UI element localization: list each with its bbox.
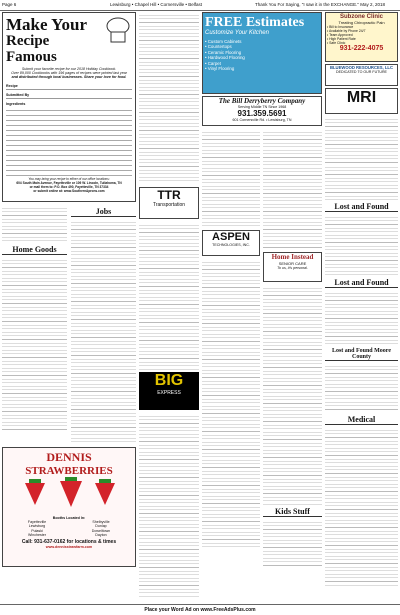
location-item: Dowelltown (91, 528, 111, 533)
classified-text-block (139, 12, 199, 184)
bluewood-ad (325, 64, 398, 86)
home-sub: SENIOR CARE (278, 261, 307, 266)
classified-text-block (325, 290, 398, 346)
free-estimates-ad (202, 12, 322, 94)
subzone-bullet: • Team Approved (327, 33, 353, 37)
dennis-title-1: DENNIS (46, 450, 92, 464)
location-item: Dunlap (95, 524, 107, 529)
free-sub: Customize Your Kitchen (205, 30, 269, 36)
mri-label: MRI (346, 89, 377, 106)
recipe-sub-2: Over 89,000 Cookbooks with 196 pages of recipes were printed last year (11, 71, 127, 76)
bluewood-tag: DEDICATED TO OUR FUTURE (336, 70, 387, 74)
classified-text-block (325, 116, 398, 164)
classified-text-block (202, 129, 260, 227)
free-item: • Countertops (205, 44, 232, 50)
free-items-list (205, 39, 319, 71)
recipe-footer-4: or submit online at: www.SouthernAprons.com (33, 188, 105, 193)
bill-phone: 931.359.5691 (237, 109, 287, 118)
chef-hat-icon (104, 16, 132, 48)
bill-since: Serving Middle TN Since 1968 (237, 105, 287, 109)
classified-text-block (263, 285, 322, 505)
recipe-footer-3: or mail them to: P.O. Box 490, Fayetteville, TN 37334 (29, 184, 109, 189)
aspen-sub: TECHNOLOGIES, INC. (212, 243, 250, 247)
subzone-line1: Subzone Clinic (339, 14, 383, 20)
dennis-title-2: STRAWBERRIES (25, 465, 113, 477)
section-jobs: Jobs (71, 207, 136, 217)
subzone-clinic-ad (325, 12, 398, 62)
classified-text-block (325, 363, 398, 413)
section-lost-found-2: Lost and Found (325, 278, 398, 288)
section-medical: Medical (325, 415, 398, 425)
mri-ad (325, 88, 398, 114)
classified-text-block (263, 129, 322, 249)
classified-text-block (325, 427, 398, 587)
ttr-sub: Transportation (152, 202, 186, 208)
home-instead-ad (263, 252, 322, 282)
location-item: Winchester (28, 532, 46, 537)
column-1 (2, 12, 136, 602)
ttr-name: TTR (157, 188, 181, 202)
subzone-phone: 931-222-4075 (339, 45, 384, 52)
subzone-bullet: • High Patient Rate (327, 37, 356, 41)
classified-text-block (139, 222, 199, 372)
ingredients-label: Ingredients (6, 102, 26, 107)
column-4 (325, 12, 398, 602)
recipe-sub-3: and distributed through local businesses. Share your love for food. (11, 75, 127, 80)
classified-col-3b (263, 129, 322, 569)
free-item: • Custom Cabinets (205, 39, 242, 44)
bluewood-name: BLUEWOOD RESOURCES, LLC (329, 65, 394, 70)
dennis-call: Call: 931-637-0162 for locations & times (21, 539, 117, 546)
location-item: Pulaski (31, 528, 43, 533)
strawberry-icon (5, 477, 133, 511)
submitted-by-label: Submitted By (6, 92, 30, 97)
recipe-sub-1: Submit your favorite recipe for our 2018 Holiday Cookbook. (21, 67, 117, 71)
free-item: • Hardwood Flooring (205, 55, 245, 61)
section-home-goods: Home Goods (2, 245, 67, 255)
big-express-ad (139, 372, 199, 410)
classified-col-3a (202, 129, 260, 569)
subzone-line2: Treating Chiropractic Pain (338, 20, 385, 25)
column-3 (202, 12, 322, 602)
dennis-booths-label: Booths Located In: (52, 516, 86, 520)
free-item: • Ceramic Flooring (205, 49, 242, 55)
recipe-write-lines (6, 106, 132, 178)
classified-text-block (325, 214, 398, 276)
classified-text-block (202, 259, 260, 549)
bill-address: 601 Cornersville Rd. • Lewisburg, TN (232, 118, 292, 122)
free-title: FREE Estimates (205, 15, 305, 30)
classified-text-block (2, 205, 67, 243)
location-item: Shelbyville (92, 520, 110, 525)
classified-col-1a (2, 205, 67, 443)
section-lost-found-moore: Lost and Found Moore County (325, 348, 398, 361)
page-number: Page 6 (2, 2, 17, 7)
dennis-strawberries-ad (2, 447, 136, 567)
location-item: Lewisburg (28, 524, 46, 529)
classified-text-block (139, 413, 199, 598)
classified-text-block (263, 519, 322, 569)
big-name: BIG (154, 372, 184, 389)
subzone-bullet: • Safe Clinic (327, 41, 346, 45)
classified-text-block (325, 164, 398, 200)
free-item: • Carpet (205, 60, 221, 66)
ttr-ad (139, 187, 199, 219)
column-2 (139, 12, 199, 602)
recipe-title-2: Recipe Famous (6, 33, 57, 65)
location-item: Fayetteville (27, 520, 47, 525)
bill-name: The Bill Derryberry Company (218, 97, 306, 105)
subzone-bullet: • Bill to Insurance (327, 25, 354, 29)
home-name: Home Instead (271, 253, 314, 261)
classified-text-block (2, 257, 67, 433)
paper-towns: Lewisburg • Chapel Hill • Cornersville • Belfast (110, 2, 203, 7)
aspen-ad (202, 230, 260, 256)
recipe-title-1: Make Your (6, 15, 88, 34)
page-header (0, 0, 400, 11)
subzone-bullet: • Available by Phone 24/7 (327, 29, 366, 33)
dennis-website-link[interactable]: www.dennisstrawfarm.com (45, 545, 93, 550)
section-kids-stuff: Kids Stuff (263, 507, 322, 517)
page-footer[interactable]: Place your Word Ad on www.FreeAdsPlus.com (0, 604, 400, 615)
classified-text-block (71, 219, 136, 443)
header-tagline: Thank You For Saying, "I saw it in the EXCHANGE." May 2, 2018 (255, 2, 386, 7)
location-item: Dayton (95, 532, 107, 537)
recipe-footer-1: You may bring your recipe to either of our office locations: (28, 177, 110, 182)
big-tag: EXPRESS (157, 390, 181, 396)
recipe-label: Recipe (6, 83, 18, 88)
classified-col-1b (71, 205, 136, 443)
recipe-footer-2: 604 South Main Avenue, Fayetteville or 109 W. Lincoln, Tullahoma, TN (16, 181, 122, 186)
section-lost-found: Lost and Found (325, 202, 398, 212)
home-slogan: To us, it's personal. (277, 266, 308, 270)
aspen-name: ASPEN (212, 231, 250, 243)
free-item: • Vinyl Flooring (205, 66, 235, 72)
recipe-ad (2, 12, 136, 202)
bill-derryberry-ad (202, 96, 322, 126)
